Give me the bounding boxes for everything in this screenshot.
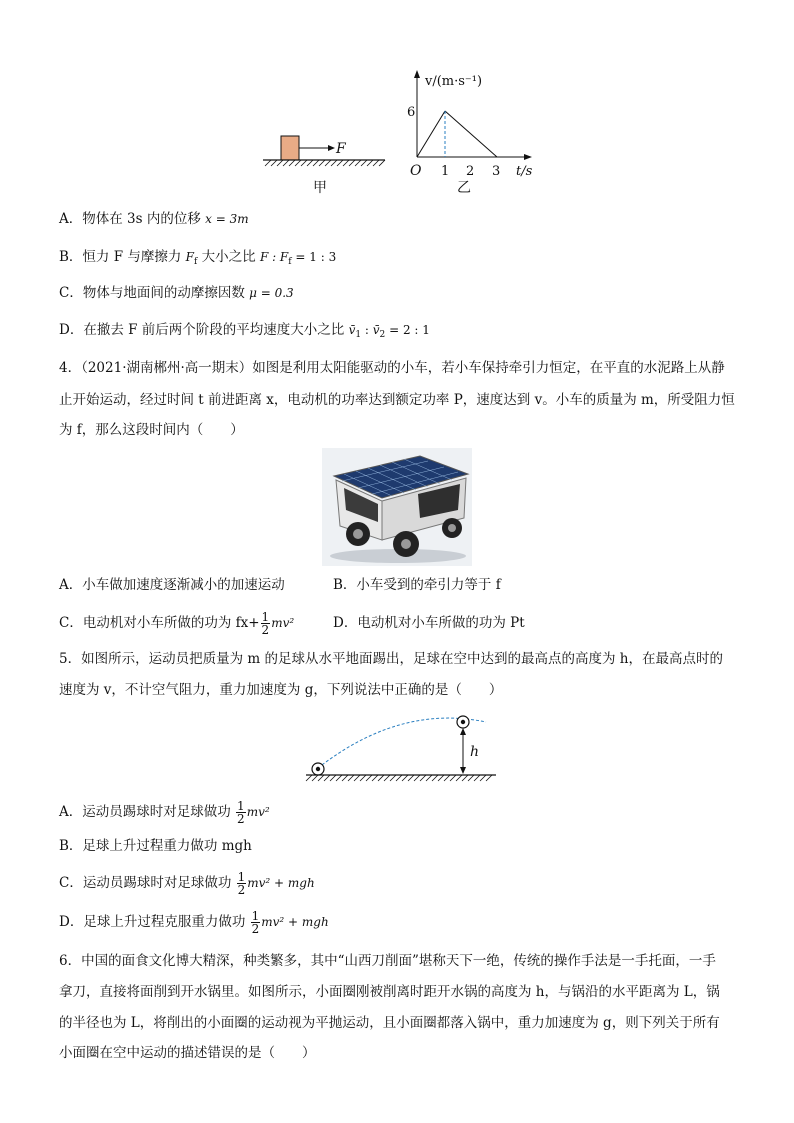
figure-football-trajectory: [300, 708, 500, 786]
fraction-half: $\frac{1}{2}$: [251, 909, 260, 936]
q4-option-c: C．电动机对小车所做的功为 fx+ $\frac{1}{2}$ mv²: [59, 610, 295, 637]
caption-yi: 乙: [457, 180, 471, 196]
q6-stem-line2: 拿刀，直接将面削到开水锅里。如图所示，小面圈刚被削离时距开水锅的高度为 h，与锅沿的水平距离为 L，锅: [59, 984, 720, 1000]
q4-stem-line2: 止开始运动，经过时间 t 前进距离 x，电动机的功率达到额定功率 P，速度达到 v。小车的质量为 m，所受阻力恒: [59, 392, 735, 408]
force-label: F: [336, 141, 346, 157]
ground-hatch: [265, 160, 385, 166]
q4-stem-line1: 4．（2021·湖南郴州·高一期末）如图是利用太阳能驱动的小车，若小车保持牵引力恒定，在平直的水泥路上从静: [59, 360, 725, 376]
velocity-line-down: [445, 111, 497, 157]
caption-jia: 甲: [313, 180, 327, 196]
solar-car-image: [322, 448, 472, 566]
y-axis-label: v/(m·s⁻¹): [425, 74, 483, 89]
q5-stem-line2: 速度为 v，不计空气阻力，重力加速度为 g，下列说法中正确的是（ ）: [59, 682, 503, 698]
q5-option-c: C．运动员踢球时对足球做功 $\frac{1}{2}$ mv² + mgh: [59, 870, 315, 897]
q3-option-c: C．物体与地面间的动摩擦因数 μ = 0.3: [59, 285, 294, 301]
q3-option-b: B．恒力 F 与摩擦力 $F_f$ 大小之比 F : $F_f = 1$ : 3: [59, 249, 337, 267]
q5-option-b: B．足球上升过程重力做功 mgh: [59, 838, 252, 854]
q5-option-a: A．运动员踢球时对足球做功 $\frac{1}{2}$ mv²: [59, 799, 270, 826]
q4-option-a: A．小车做加速度逐渐减小的加速运动: [59, 577, 285, 593]
q6-stem-line1: 6．中国的面食文化博大精深，种类繁多，其中“山西刀削面”堪称天下一绝，传统的操作手法是一手托面，一手: [59, 953, 716, 969]
q5-stem-line1: 5．如图所示，运动员把质量为 m 的足球从水平地面踢出，足球在空中达到的最高点的高度为 h，在最高点时的: [59, 651, 723, 667]
fraction-half: $\frac{1}{2}$: [261, 610, 270, 637]
height-label: h: [470, 744, 480, 760]
figure-vt-graph: [405, 65, 550, 198]
q3-option-d: D．在撤去 F 前后两个阶段的平均速度大小之比 $v̄_1$ : $v̄_2 = 2$ : 1: [59, 322, 430, 340]
x-tick-3: 3: [492, 164, 501, 179]
figure-block-on-ground: [255, 125, 395, 200]
origin-label: O: [410, 163, 422, 179]
force-arrowhead: [328, 145, 335, 151]
fraction-half: $\frac{1}{2}$: [237, 870, 246, 897]
x-axis-label: t/s: [516, 164, 533, 179]
velocity-line-up: [417, 111, 445, 157]
q3-option-a: A．物体在 3s 内的位移 x = 3m: [59, 211, 249, 227]
q6-stem-line4: 小面圈在空中运动的描述错误的是（ ）: [59, 1045, 316, 1061]
fraction-half: $\frac{1}{2}$: [237, 799, 245, 826]
q4-option-d: D．电动机对小车所做的功为 Pt: [333, 615, 525, 631]
q6-stem-line3: 的半径也为 L，将削出的小面圈的运动视为平抛运动，且小面圈都落入锅中，重力加速度为 g，则下列关于所有: [59, 1015, 720, 1031]
y-tick-6: 6: [407, 105, 416, 120]
block: [281, 136, 299, 160]
q4-option-b: B．小车受到的牵引力等于 f: [333, 577, 501, 593]
q5-option-d: D．足球上升过程克服重力做功 $\frac{1}{2}$ mv² + mgh: [59, 909, 329, 936]
x-tick-1: 1: [441, 164, 450, 179]
x-axis-arrowhead: [524, 154, 532, 160]
y-axis-arrowhead: [414, 70, 420, 78]
x-tick-2: 2: [466, 164, 475, 179]
q4-stem-line3: 为 f，那么这段时间内（ ）: [59, 422, 244, 438]
